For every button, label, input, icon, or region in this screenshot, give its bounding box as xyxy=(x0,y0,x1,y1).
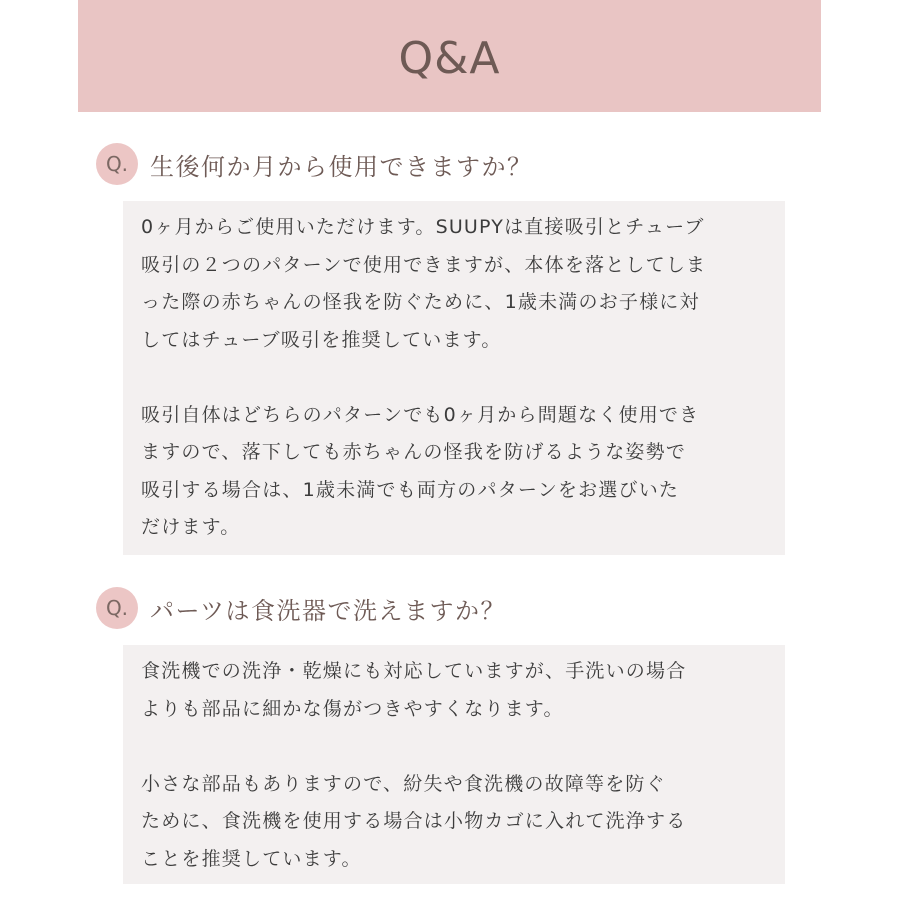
answer-line: 食洗機での洗浄・乾燥にも対応していますが、手洗いの場合 xyxy=(141,660,687,682)
page-title: Q&A xyxy=(398,32,501,84)
answer-line: 0ヶ月からご使用いただけます。SUUPYは直接吸引とチューブ xyxy=(141,216,705,238)
q-badge-icon: Q. xyxy=(96,587,138,629)
paragraph-gap xyxy=(141,359,773,397)
answer-line: 吸引する場合は、1歳未満でも両方のパターンをお選びいた xyxy=(141,478,680,501)
answer-line: 吸引の２つのパターンで使用できますが、本体を落としてしま xyxy=(141,253,707,276)
qa-header-band xyxy=(78,0,821,112)
paragraph-gap xyxy=(141,728,773,766)
answer-line: 小さな部品もありますので、紛失や食洗機の故障等を防ぐ xyxy=(141,772,666,795)
answer-line: よりも部品に細かな傷がつきやすくなります。 xyxy=(141,697,564,720)
faq-question-1 xyxy=(96,143,533,185)
answer-line: だけます。 xyxy=(141,516,241,538)
faq-question-2 xyxy=(96,587,506,629)
answer-line: った際の赤ちゃんの怪我を防ぐために、1歳未満のお子様に対 xyxy=(141,291,700,313)
faq-answer-1 xyxy=(123,201,785,555)
answer-line: ことを推奨しています。 xyxy=(141,847,362,870)
q-badge-icon: Q. xyxy=(96,143,138,185)
faq-answer-2 xyxy=(123,645,785,884)
question-text: 生後何か月から使用できますか？ xyxy=(150,152,533,181)
answer-line: 吸引自体はどちらのパターンでも0ヶ月から問題なく使用でき xyxy=(141,403,700,426)
answer-line: ために、食洗機を使用する場合は小物カゴに入れて洗浄する xyxy=(141,810,687,832)
answer-line: してはチューブ吸引を推奨しています。 xyxy=(141,328,502,351)
answer-line: ますので、落下しても赤ちゃんの怪我を防げるような姿勢で xyxy=(141,441,687,463)
question-text: パーツは食洗器で洗えますか？ xyxy=(150,596,507,625)
